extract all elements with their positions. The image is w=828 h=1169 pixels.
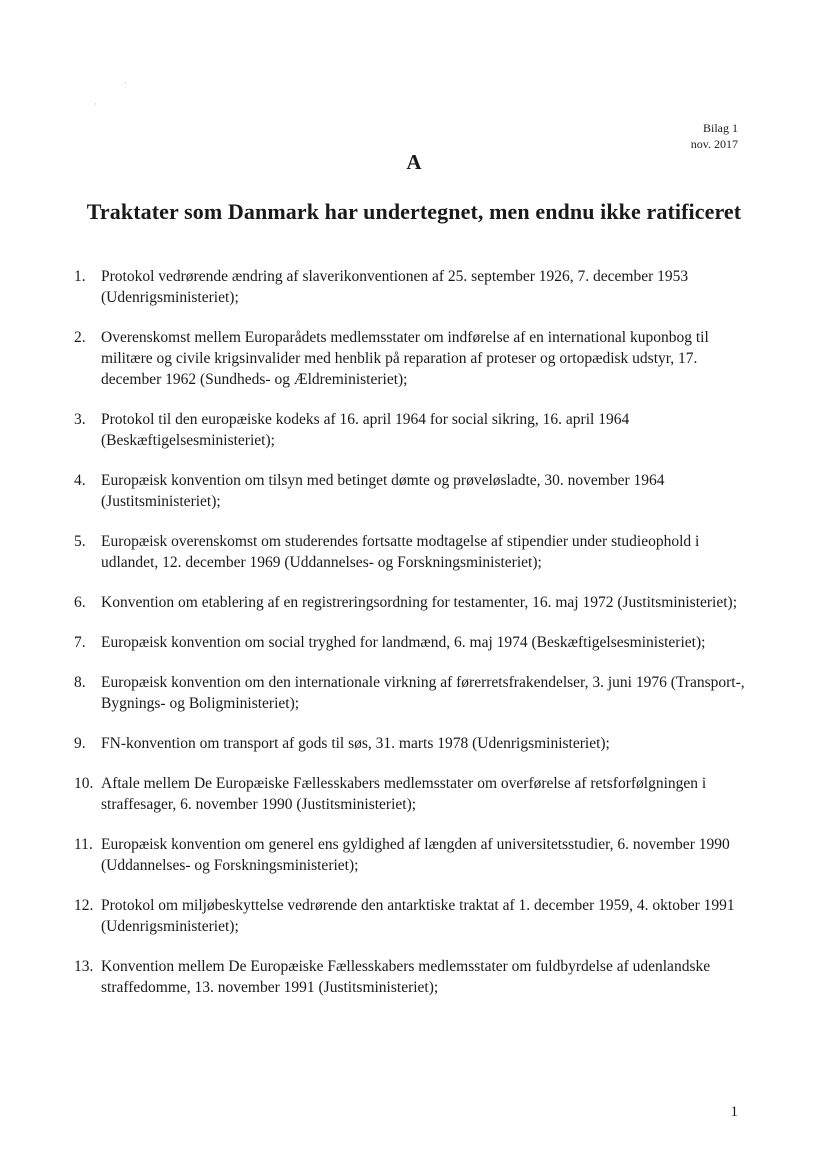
treaty-text: Konvention om etablering af en registreringsordning for testamenter, 16. maj 1972 (Justitsministeriet); [101, 594, 738, 611]
section-letter: A [406, 150, 422, 174]
treaty-number: 11. [74, 836, 93, 853]
treaty-text: Europæisk konvention om social tryghed for landmænd, 6. maj 1974 (Beskæftigelsesministeriet); [101, 634, 706, 651]
treaty-item [74, 773, 754, 815]
treaty-number: 5. [74, 533, 86, 550]
treaty-number: 8. [74, 674, 86, 691]
treaty-text: Protokol om miljøbeskyttelse vedrørende den antarktiske traktat af 1. december 1959, 4. oktober 1991 (Udenrigsministeriet); [101, 897, 735, 935]
treaty-item [74, 531, 754, 573]
annex-number: Bilag 1 [703, 121, 738, 135]
treaty-number: 12. [74, 897, 94, 914]
treaty-number: 13. [74, 958, 94, 975]
treaty-list [74, 266, 754, 1017]
treaty-number: 6. [74, 594, 86, 611]
annex-label [691, 120, 738, 152]
treaty-text: FN-konvention om transport af gods til søs, 31. marts 1978 (Udenrigsministeriet); [101, 735, 610, 752]
treaty-text: Europæisk konvention om den internationale virkning af førerretsfrakendelser, 3. juni 1976 (Transport-, Bygnings- og Boligministeriet); [101, 674, 745, 712]
treaty-text: Europæisk konvention om tilsyn med betinget dømte og prøveløsladte, 30. november 1964 (Justitsministeriet); [101, 472, 665, 510]
treaty-item [74, 409, 754, 451]
scan-speck: · [124, 78, 127, 88]
page-number: 1 [730, 1104, 738, 1120]
treaty-item [74, 672, 754, 714]
treaty-item [74, 834, 754, 876]
treaty-item [74, 266, 754, 308]
treaty-number: 10. [74, 775, 94, 792]
treaty-number: 2. [74, 329, 86, 346]
treaty-text: Protokol vedrørende ændring af slaverikonventionen af 25. september 1926, 7. december 1953 (Udenrigsministeriet); [101, 268, 689, 306]
treaty-number: 7. [74, 634, 86, 651]
treaty-item [74, 956, 754, 998]
treaty-item [74, 470, 754, 512]
treaty-text: Europæisk konvention om generel ens gyldighed af længden af universitetsstudier, 6. november 1990 (Uddannelses- og Forskningsministeriet); [101, 836, 730, 874]
treaty-number: 9. [74, 735, 86, 752]
document-title: Traktater som Danmark har undertegnet, men endnu ikke ratificeret [86, 199, 742, 224]
treaty-text: Konvention mellem De Europæiske Fællesskabers medlemsstater om fuldbyrdelse af udenlandske straffedomme, 13. november 1991 (Justitsministeriet); [101, 958, 711, 996]
treaty-item [74, 632, 754, 653]
scan-speck: · [94, 99, 97, 109]
treaty-text: Aftale mellem De Europæiske Fællesskabers medlemsstater om overførelse af retsforfølgningen i straffesager, 6. november 1990 (Justitsministeriet); [101, 775, 707, 813]
treaty-text: Europæisk overenskomst om studerendes fortsatte modtagelse af stipendier under studieophold i udlandet, 12. december 1969 (Uddannelses- og Forskningsministeriet); [101, 533, 700, 571]
treaty-number: 3. [74, 411, 86, 428]
treaty-item [74, 733, 754, 754]
treaty-item [74, 895, 754, 937]
treaty-item [74, 592, 754, 613]
treaty-number: 1. [74, 268, 86, 285]
treaty-text: Protokol til den europæiske kodeks af 16. april 1964 for social sikring, 16. april 1964 (Beskæftigelsesministeriet); [101, 411, 630, 449]
treaty-number: 4. [74, 472, 86, 489]
annex-date: nov. 2017 [690, 137, 738, 151]
treaty-item [74, 327, 754, 390]
treaty-text: Overenskomst mellem Europarådets medlemsstater om indførelse af en international kuponbog til militære og civile krigsinvalider med henblik på reparation af proteser og ortopædisk udstyr, 17. december 1962 (Sundheds- og Ældreministeriet); [101, 329, 709, 388]
